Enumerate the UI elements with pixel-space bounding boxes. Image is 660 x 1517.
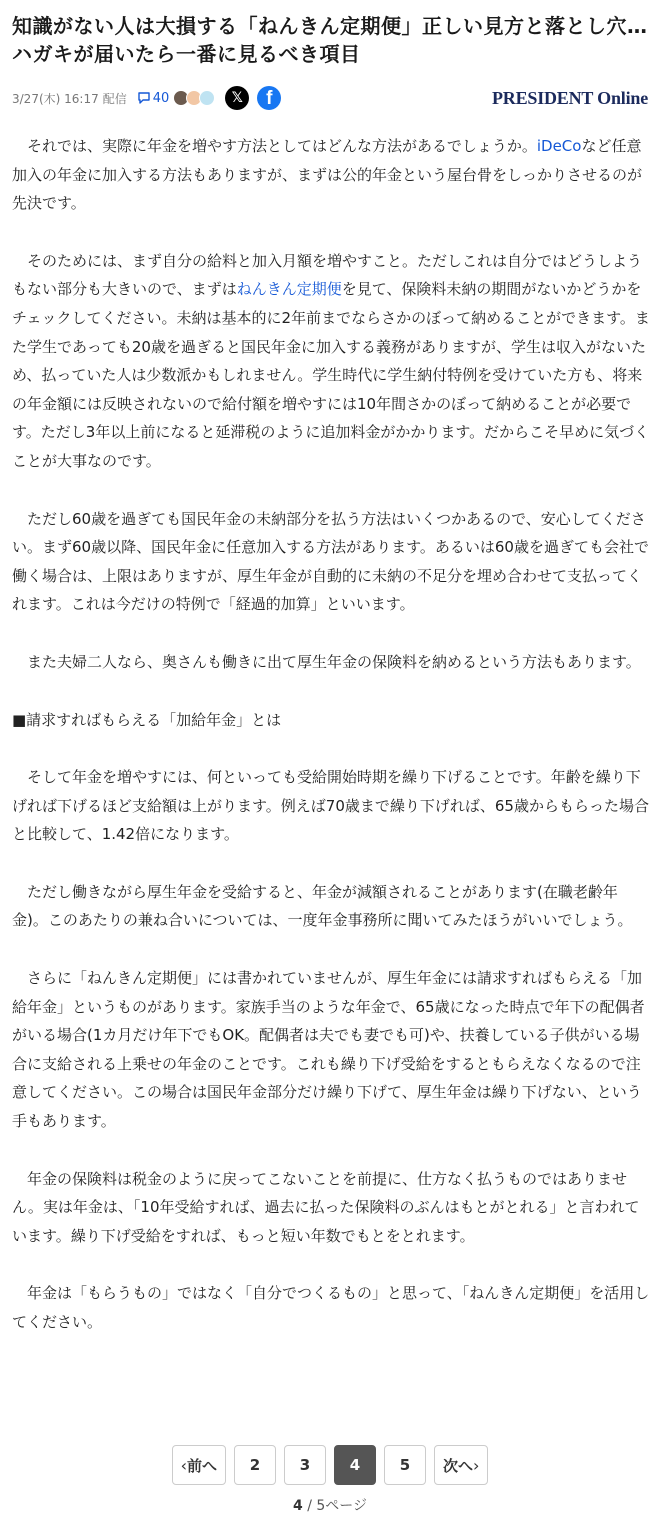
page-indicator [0, 1495, 660, 1515]
current-page-number: 4 [293, 1498, 303, 1514]
page-button-3[interactable]: 3 [284, 1445, 326, 1485]
x-logo-icon: 𝕏 [231, 90, 243, 106]
pagination [0, 1445, 660, 1485]
ideco-link[interactable]: iDeCo [536, 137, 582, 155]
paragraph-text: それでは、実際に年金を増やす方法としてはどんな方法があるでしょうか。 [27, 137, 537, 155]
paragraph-text: など任意加入の年金に加入する方法もありますが、まずは公的年金という屋台骨をしっかりさせるのが先決です。 [12, 137, 643, 213]
nenkin-teikibin-link[interactable]: ねんきん定期便 [236, 280, 342, 299]
chevron-right-icon: › [473, 1455, 480, 1475]
article-meta [12, 84, 648, 112]
prev-page-label: 前へ [186, 1456, 217, 1475]
facebook-logo-icon: f [266, 88, 273, 109]
publish-date: 3/27(木) 16:17 [12, 91, 99, 106]
brand-logo[interactable]: PRESIDENT Online [491, 87, 648, 108]
next-page-label: 次へ [443, 1456, 474, 1475]
prev-page-button[interactable] [172, 1445, 226, 1485]
paragraph: 年金の保険料は税金のように戻ってこないことを前提に、仕方なく払うものではありません。実は年金は、「10年受給すれば、過去に払った保険料のぶんはもとがとれる」と言われています。繰り下げ受給をすれば、もっと短い年数でもとをとれます。 [12, 1169, 640, 1245]
page-button-5[interactable]: 5 [384, 1445, 426, 1485]
paragraph: また夫婦二人なら、奥さんも働きに出て厚生年金の保険料を納めるという方法もあります。 [27, 652, 641, 671]
reaction-avatars[interactable] [173, 90, 215, 106]
article-title: 知識がない人は大損する「ねんきん定期便」正しい見方と落とし穴…ハガキが届いたら一番に見るべき項目 [12, 14, 648, 66]
delivered-label: 配信 [102, 91, 127, 106]
section-heading: ■請求すればもらえる「加給年金」とは [12, 710, 282, 729]
comment-count: 40 [152, 90, 170, 106]
paragraph: ただし働きながら厚生年金を受給すると、年金が減額されることがあります(在職老齢年金)。このあたりの兼ね合いについては、一度年金事務所に聞いてみたほうがいいでしょう。 [12, 882, 633, 930]
page-button-4-current[interactable]: 4 [334, 1445, 376, 1485]
page-button-2[interactable]: 2 [234, 1445, 276, 1485]
paragraph: 年金は「もらうもの」ではなく「自分でつくるもの」と思って、「ねんきん定期便」を活用してください。 [12, 1284, 650, 1331]
share-facebook-button[interactable] [257, 86, 281, 110]
paragraph [12, 247, 652, 476]
comment-bubble-icon [137, 91, 151, 105]
next-page-button[interactable] [434, 1445, 488, 1485]
paragraph: さらに「ねんきん定期便」には書かれていませんが、厚生年金には請求すればもらえる「加給年金」というものがあります。家族手当のような年金で、65歳になった時点で年下の配偶者がいる場合(1カ月だけ年下でもOK。配偶者は夫でも妻でも可)や、扶養している子供がいる場合に支給される上乗せの年金のことです。これも繰り下げ受給をするともらえなくなるので注意してください。この場合は国民年金部分だけ繰り下げて、厚生年金は繰り下げない、という手もあります。 [12, 969, 645, 1131]
share-x-button[interactable] [225, 86, 249, 110]
total-pages-text: / 5ページ [307, 1498, 367, 1514]
comment-count-link[interactable] [137, 91, 170, 106]
chevron-left-icon: ‹ [180, 1455, 187, 1475]
paragraph-text: を見て、保険料未納の期間がないかどうかをチェックしてください。未納は基本的に2年前までならさかのぼって納めることができます。また学生であっても20歳を過ぎると国民年金に加入する義務がありますが、学生は収入がないため、払っていた人は少数派かもしれません。学生時代に学生納付特例を受けていた方も、将来の年金額には反映されないので給付額を増やすには10年間さかのぼって納めることが必要です。ただし3年以上前になると延滞税のように追加料金がかかります。だからこそ早めに気づくことが大事なのです。 [12, 280, 650, 470]
reaction-face-icon [199, 90, 215, 106]
paragraph: ただし60歳を過ぎても国民年金の未納部分を払う方法はいくつかあるので、安心してください。まず60歳以降、国民年金に任意加入する方法があります。あるいは60歳を過ぎても会社で働く場合は、上限はありますが、厚生年金が自動的に未納の不足分を埋め合わせて支払ってくれます。これは今だけの特例で「経過的加算」といいます。 [12, 509, 649, 614]
article-body [12, 132, 652, 1366]
paragraph: そして年金を増やすには、何といっても受給開始時期を繰り下げることです。年齢を繰り下げれば下げるほど支給額は上がります。例えば70歳まで繰り下げれば、65歳からもらった場合と比較して、1.42倍になります。 [12, 768, 649, 844]
paragraph [12, 132, 652, 218]
paragraph-text: そのためには、まず自分の給料と加入月額を増やすこと。ただしこれは自分ではどうしようもない部分も大きいので、まずは [12, 251, 643, 299]
